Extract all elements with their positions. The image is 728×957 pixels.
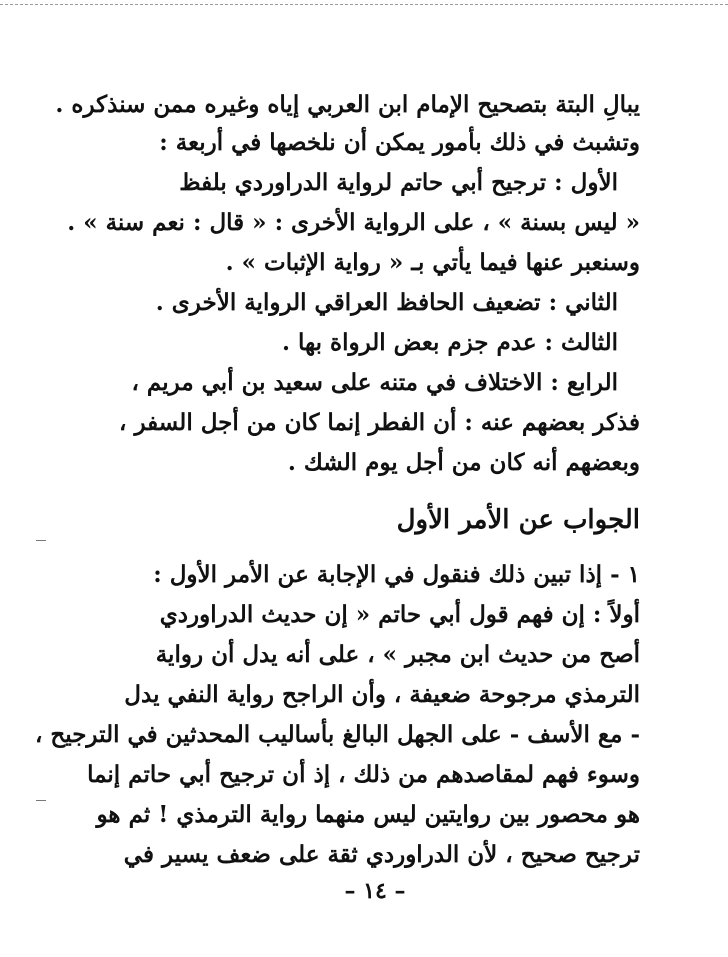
body-line: ترجيح صحيح ، لأن الدراوردي ثقة على ضعف يسير في xyxy=(123,841,640,868)
body-line: هو محصور بين روايتين ليس منهما رواية الترمذي ! ثم هو xyxy=(96,801,640,828)
body-line: وسنعبر عنها فيما يأتي بـ « رواية الإثبات » . xyxy=(225,249,640,276)
body-line: الثاني : تضعيف الحافظ العراقي الرواية الأخرى . xyxy=(155,289,618,316)
body-line: وتشبث في ذلك بأمور يمكن أن نلخصها في أربعة : xyxy=(159,129,640,156)
body-line: الترمذي مرجوحة ضعيفة ، وأن الراجح رواية النفي يدل xyxy=(124,681,640,708)
body-line: ١ - إذا تبين ذلك فنقول في الإجابة عن الأمر الأول : xyxy=(153,561,640,588)
margin-mark xyxy=(36,800,46,801)
body-line: أصح من حديث ابن مجبر » ، على أنه يدل أن رواية xyxy=(155,641,640,668)
body-line: - مع الأسف - على الجهل البالغ بأساليب المحدثين في الترجيح ، xyxy=(35,721,640,748)
body-line: وسوء فهم لمقاصدهم من ذلك ، إذ أن ترجيح أبي حاتم إنما xyxy=(87,761,640,788)
body-line: فذكر بعضهم عنه : أن الفطر إنما كان من أجل السفر ، xyxy=(119,409,640,436)
body-line: وبعضهم أنه كان من أجل يوم الشك . xyxy=(287,449,640,476)
body-line: أولاً : إن فهم قول أبي حاتم « إن حديث الدراوردي xyxy=(159,601,640,628)
body-line: الرابع : الاختلاف في متنه على سعيد بن أبي مريم ، xyxy=(131,369,618,396)
margin-mark xyxy=(36,540,46,541)
body-line: « ليس بسنة » ، على الرواية الأخرى : « قال : نعم سنة » . xyxy=(67,209,640,236)
section-heading: الجواب عن الأمر الأول xyxy=(396,505,640,535)
page-number: – ١٤ – xyxy=(344,878,406,904)
body-line: يبالِ البتة بتصحيح الإمام ابن العربي إياه وغيره ممن سنذكره . xyxy=(55,91,640,118)
body-line: الثالث : عدم جزم بعض الرواة بها . xyxy=(282,329,618,356)
body-line: الأول : ترجيح أبي حاتم لرواية الدراوردي بلفظ xyxy=(179,169,618,196)
top-edge-rule xyxy=(0,4,728,5)
